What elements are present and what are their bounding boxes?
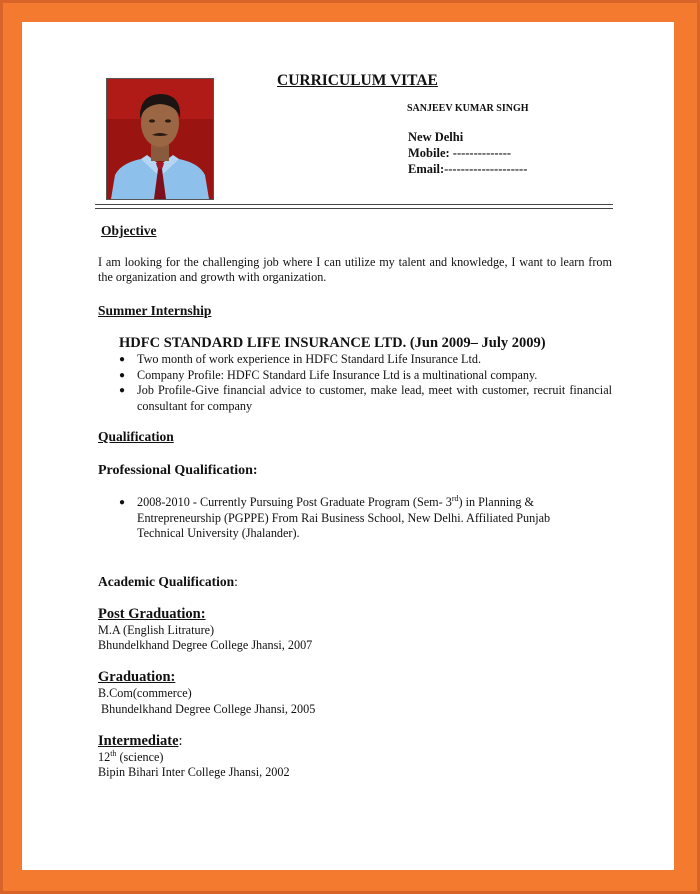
academic-qualification-heading: Academic Qualification: (98, 574, 238, 589)
qualification-heading: Qualification (98, 429, 174, 444)
bullet-icon: ● (119, 385, 126, 396)
professional-qualification-list (118, 495, 588, 542)
objective-text: I am looking for the challenging job where I can utilize my talent and knowledge, I want to learn from the organization and growth with organization. (98, 255, 612, 284)
resume-page (22, 22, 674, 870)
mobile-text: Mobile: -------------- (408, 146, 512, 160)
intermediate-college: Bipin Bihari Inter College Jhansi, 2002 (98, 765, 290, 779)
email-text: Email:-------------------- (408, 162, 528, 176)
candidate-name: SANJEEV KUMAR SINGH (407, 103, 529, 114)
graduation-college: Bhundelkhand Degree College Jhansi, 2005 (98, 702, 316, 716)
professional-qualification-heading: Professional Qualification: (98, 463, 258, 478)
bullet-icon: ● (119, 497, 126, 508)
list-item: ● Two month of work experience in HDFC Standard Life Insurance Ltd. (119, 352, 482, 366)
document-title: CURRICULUM VITAE (277, 72, 438, 89)
post-graduation-heading: Post Graduation: (98, 606, 206, 622)
graduation-heading: Graduation: (98, 669, 176, 685)
intermediate-heading: Intermediate: (98, 733, 183, 749)
list-item: ● Job Profile-Give financial advice to customer, make lead, meet with customer, recruit financial consultant for company (119, 383, 612, 413)
header-divider-bottom (95, 208, 613, 209)
bullet-icon: ● (119, 354, 126, 365)
internship-bullet-list (118, 352, 612, 414)
intermediate-degree: 12th (science) (98, 748, 164, 764)
post-graduation-college: Bhundelkhand Degree College Jhansi, 2007 (98, 638, 313, 652)
list-item: ● 2008-2010 - Currently Pursuing Post Graduate Program (Sem- 3rd) in Planning & Entrepreneurship (PGPPE) From Rai Business School, New Delhi. Affiliated Punjab Technical University (Jhalander). (119, 493, 551, 540)
internship-company: HDFC STANDARD LIFE INSURANCE LTD. (Jun 2009– July 2009) (119, 335, 546, 351)
objective-heading: Objective (101, 223, 157, 238)
location-text: New Delhi (408, 130, 464, 144)
post-graduation-degree: M.A (English Litrature) (98, 623, 215, 637)
graduation-degree: B.Com(commerce) (98, 686, 192, 700)
header-divider-top (95, 204, 613, 205)
bullet-icon: ● (119, 369, 126, 381)
list-item: ● Company Profile: HDFC Standard Life Insurance Ltd is a multinational company. (119, 367, 538, 382)
profile-photo (106, 78, 214, 200)
internship-heading: Summer Internship (98, 303, 212, 318)
